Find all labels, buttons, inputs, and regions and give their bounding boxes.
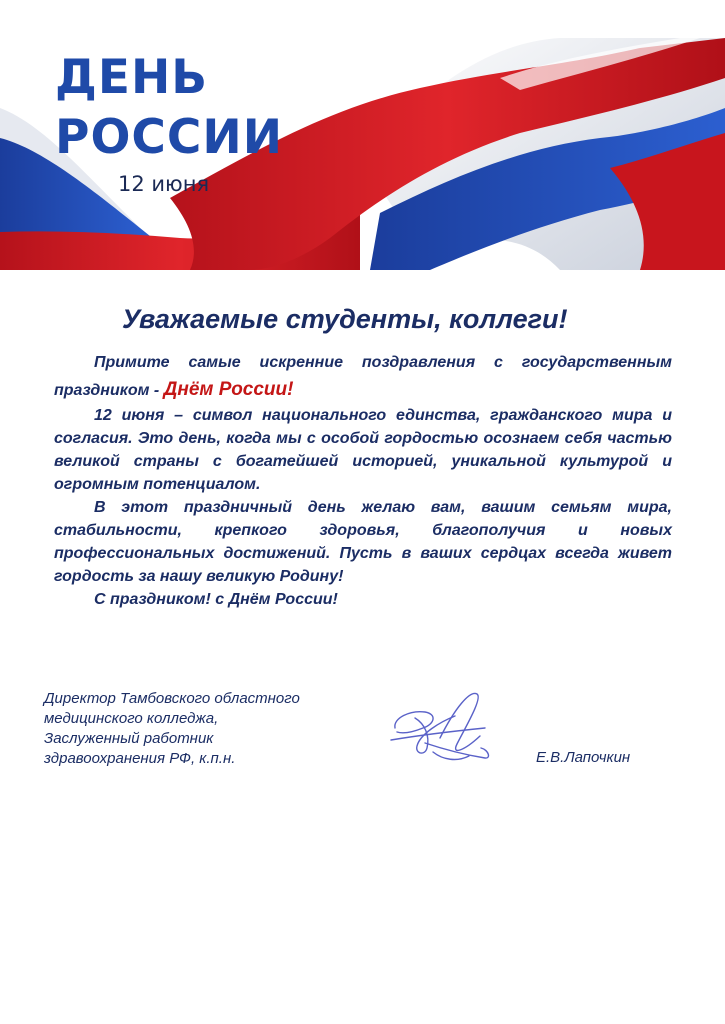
letter-paragraph-3: В этот праздничный день желаю вам, вашим семьям мира, стабильности, крепкого здоровья, благополучия и новых профессиональных достижений. Пусть в ваших сердцах всегда живет гордость за нашу великую Родину! [54, 499, 672, 585]
banner-title-line1: ДЕНЬ [55, 50, 209, 105]
letter-paragraph-4: С праздником! с Днём России! [94, 591, 338, 608]
letter-paragraph-2: 12 июня – символ национального единства, гражданского мира и согласия. Это день, когда мы с особой гордостью осознаем себя частью великой страны с богатейшей историей, уникальной культурой и огромным потенциалом. [54, 407, 672, 493]
letter-greeting: Уважаемые студенты, коллеги! [122, 304, 568, 334]
letter-paragraph-1 [54, 349, 672, 404]
signer-title-line2: медицинского колледжа, [44, 710, 219, 727]
signer-title-line1: Директор Тамбовского областного [44, 690, 300, 707]
header-banner [0, 38, 725, 270]
handwritten-signature-icon [385, 688, 495, 766]
signer-title-line3: Заслуженный работник [44, 730, 214, 747]
letter-paragraph-1-prefix: праздником - [54, 382, 164, 399]
holiday-name-highlight: Днём России! [163, 379, 294, 400]
letter-body [54, 349, 672, 611]
signer-name: Е.В.Лапочкин [536, 749, 631, 766]
signer-title-line4: здравоохранения РФ, к.п.н. [44, 750, 236, 767]
letter-paragraph-1-line1: Примите самые искренние поздравления с государственным [94, 354, 672, 371]
banner-title-line2: РОССИИ [55, 110, 284, 165]
banner-date: 12 июня [118, 172, 210, 196]
signer-title-block [44, 689, 300, 769]
